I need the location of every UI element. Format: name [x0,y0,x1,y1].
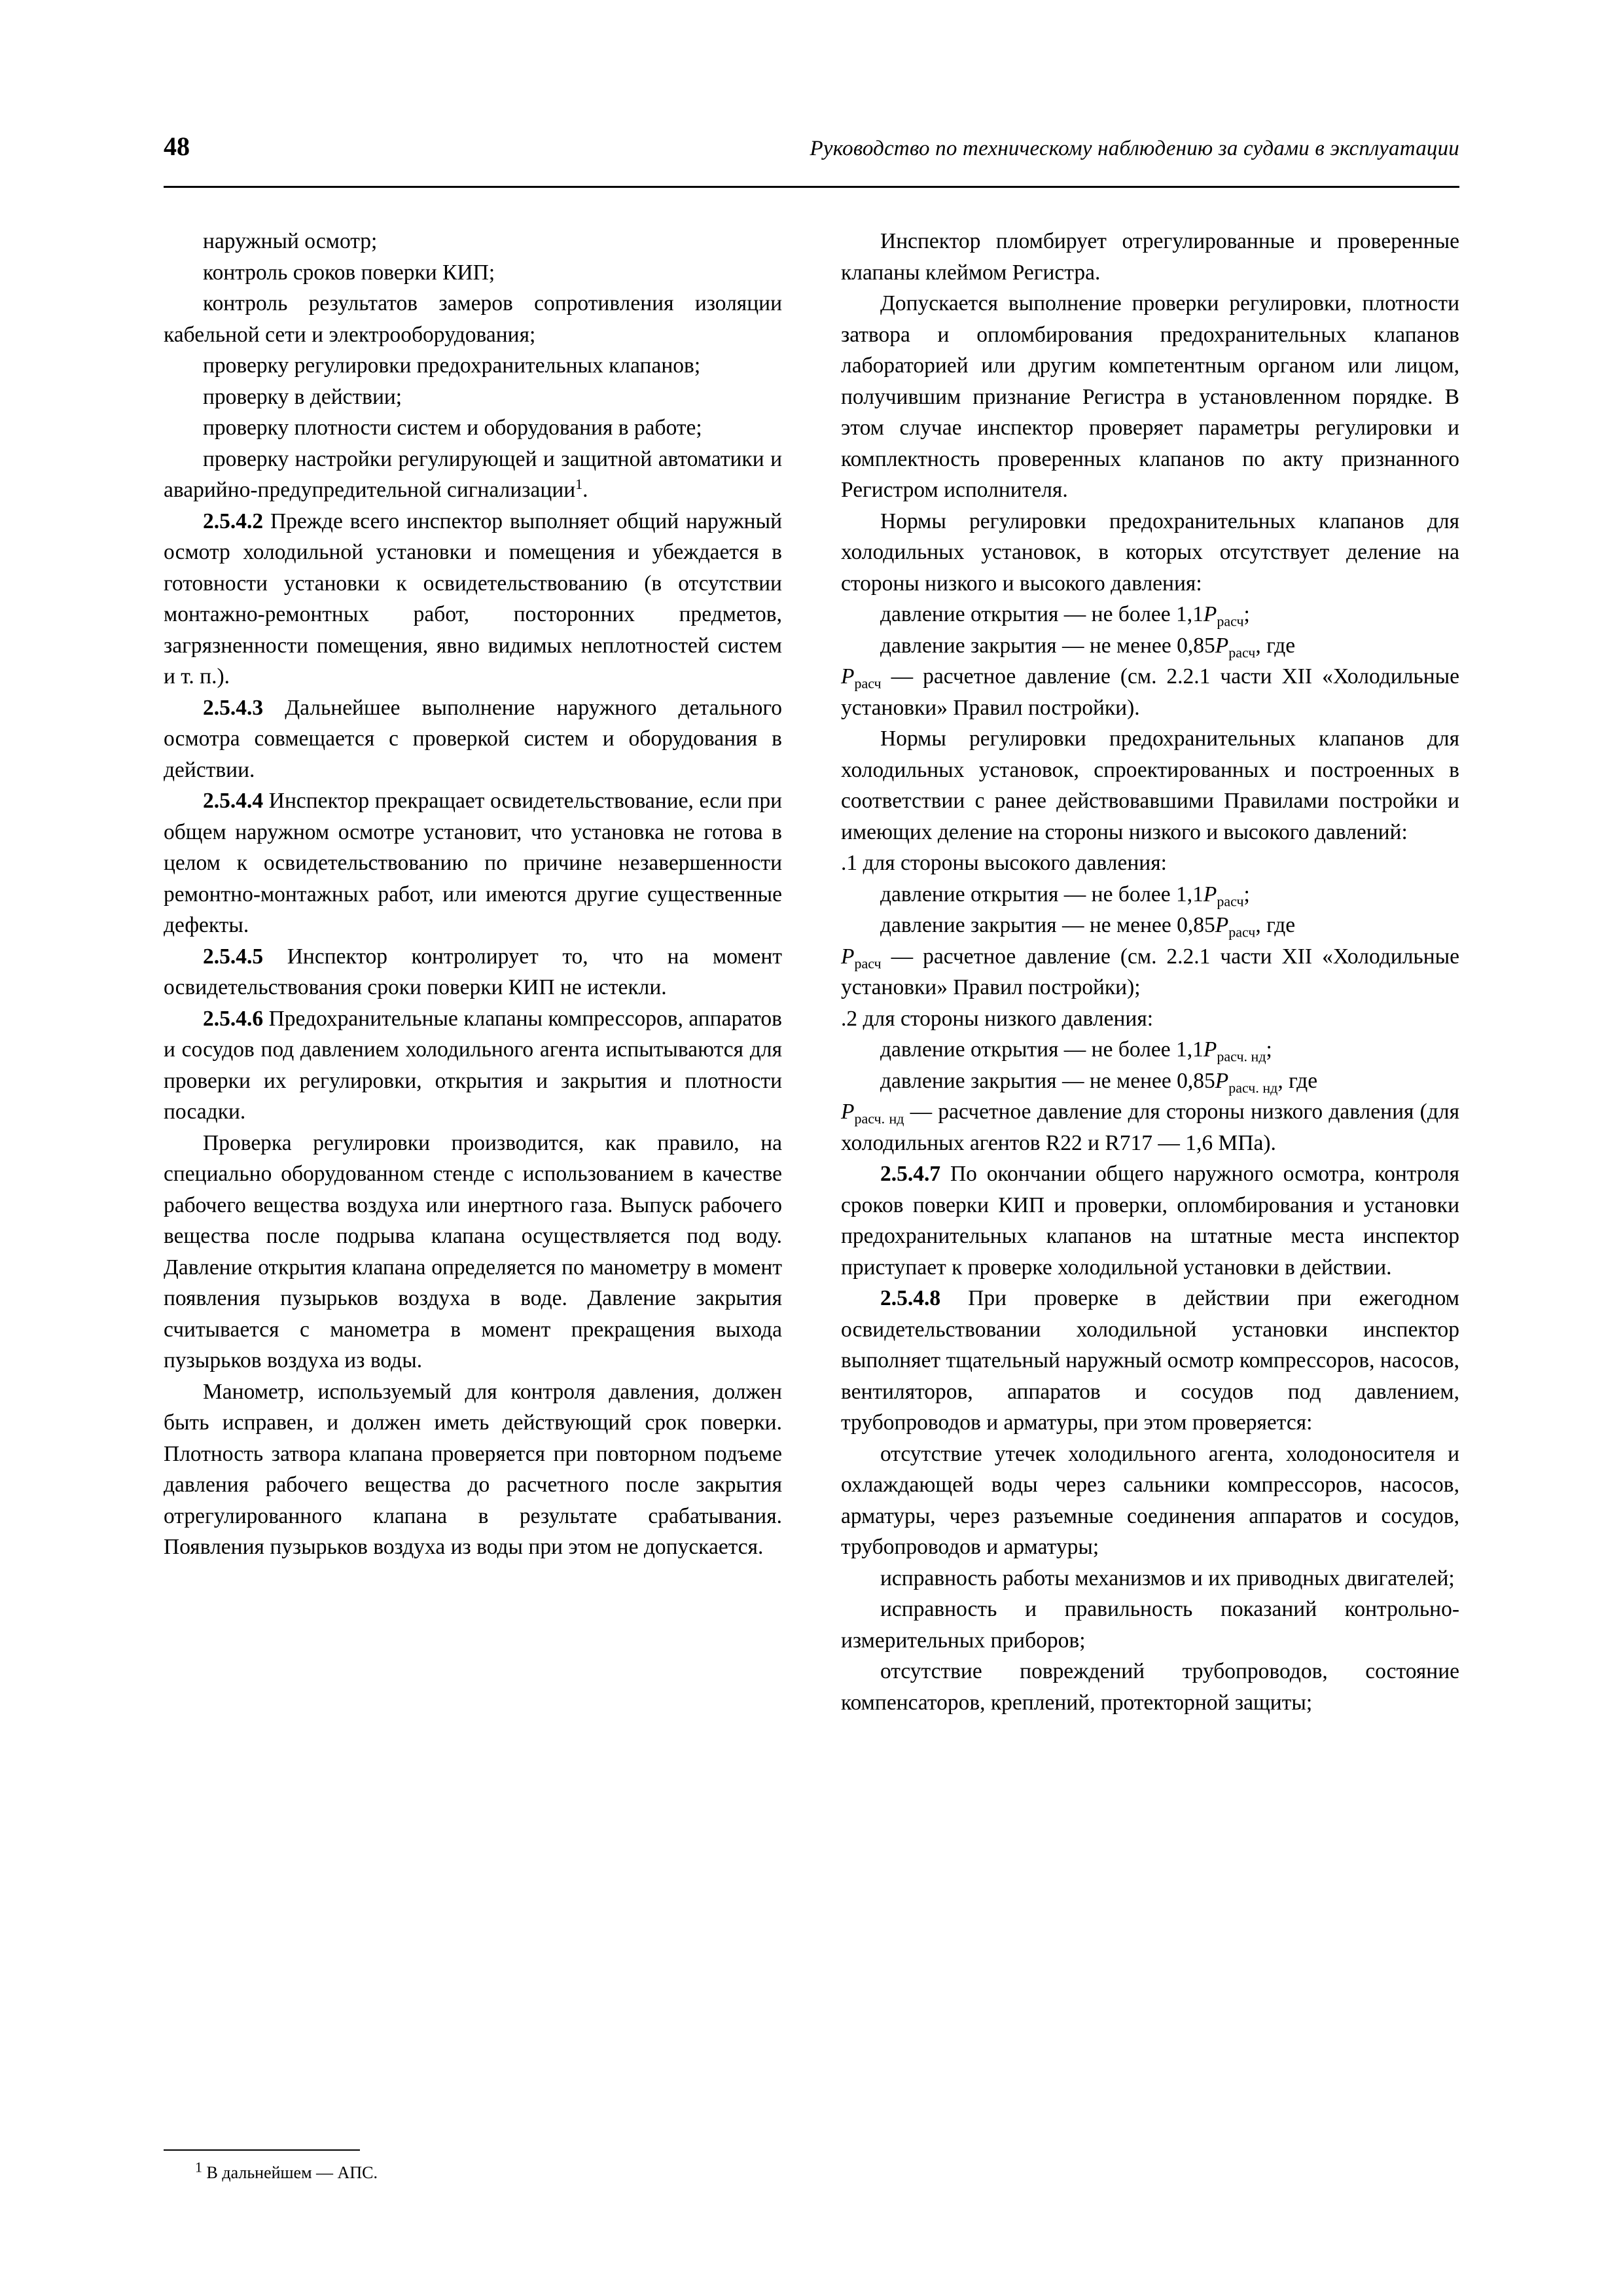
list-item: исправность и правильность показаний контрольно-измерительных приборов; [841,1597,1459,1653]
footnote-area [164,2149,782,2185]
clause-number: 2.5.4.6 [203,1006,264,1031]
clause-paragraph [164,506,782,692]
definition-text: — расчетное давление (см. 2.2.1 части XII «Холодильные установки» Правил постройки). [841,664,1459,720]
clause-paragraph [164,785,782,941]
list-item-tail: . [582,478,588,502]
list-item: контроль результатов замеров сопротивления изоляции кабельной сети и электрооборудования; [164,291,782,347]
list-item: отсутствие утечек холодильного агента, холодоносителя и охлаждающей воды через сальники компрессоров, насосов, арматуры, через разъемные соединения аппаратов и сосудов, трубопроводов и арматуры; [841,1441,1459,1559]
formula-text-after: , где [1277,1068,1318,1093]
formula-line [841,879,1459,910]
clause-number: 2.5.4.2 [203,509,264,533]
formula-symbol: P [1203,882,1217,906]
formula-line [841,1066,1459,1097]
clause-text: Дальнейшее выполнение наружного детального осмотра совмещается с проверкой систем и оборудования в действии. [164,695,783,782]
formula-text-after: ; [1266,1037,1272,1062]
formula-text-before: давление закрытия — не менее 0,85 [880,913,1215,937]
formula-text-after: ; [1243,882,1250,906]
formula-subscript: расч. нд [854,1110,904,1127]
clause-text: Инспектор прекращает освидетельствование, если при общем наружном осмотре установит, что установка не готова в целом к освидетельствованию по причине незавершенности ремонтно-монтажных работ, или имеются другие существенные дефекты. [164,789,783,937]
body-paragraph: Допускается выполнение проверки регулировки, плотности затвора и опломбирования предохранительных клапанов лабораторией или другим компетентным органом или лицом, получившим признание Регистра в установленном порядке. В этом случае инспектор проверяет параметры регулировки и комплектность проверенных клапанов по акту признанного Регистром исполнителя. [841,291,1459,502]
clause-paragraph [164,692,782,786]
clause-number: 2.5.4.8 [880,1286,941,1310]
formula-text-after: , где [1255,913,1296,937]
formula-subscript: расч [1228,924,1256,941]
formula-text-after: , где [1255,633,1296,658]
right-column [841,226,1459,2185]
definition-line [841,1096,1459,1158]
formula-symbol: P [841,664,855,689]
clause-number: 2.5.4.5 [203,944,264,969]
formula-symbol: P [1203,602,1217,626]
clause-paragraph [164,1003,782,1128]
clause-text: По окончании общего наружного осмотра, контроля сроков поверки КИП и проверки, опломбирования и установки предохранительных клапанов на штатные места инспектор приступает к проверке холодильной установки в действии. [841,1162,1459,1280]
formula-symbol: P [1215,633,1229,658]
formula-subscript: расч [1217,893,1244,910]
footnote-text: В дальнейшем — АПС. [206,2163,378,2182]
list-item: контроль сроков поверки КИП; [203,260,495,285]
clause-number: 2.5.4.3 [203,695,264,720]
definition-line [841,941,1459,1003]
footnote-marker: 1 [575,475,583,492]
list-item: исправность работы механизмов и их приводных двигателей; [880,1566,1455,1590]
formula-subscript: расч. нд [1228,1079,1278,1096]
clause-text: Прежде всего инспектор выполняет общий наружный осмотр холодильной установки и помещения и убеждается в готовности установки к освидетельствованию (в отсутствии монтажно-ремонтных работ, посторонних предметов, загрязненности помещения, явно видимых неплотностей систем и т. п.). [164,509,783,689]
left-column [164,226,782,2185]
formula-subscript: расч [854,955,882,972]
clause-text: Инспектор контролирует то, что на момент освидетельствования сроки поверки КИП не истекли. [164,944,782,999]
formula-subscript: расч [1217,613,1244,630]
list-item: проверку в действии; [203,384,402,409]
sub-item-label: .1 для стороны высокого давления: [841,851,1167,875]
clause-paragraph [841,1283,1459,1439]
definition-line [841,661,1459,723]
list-item: наружный осмотр; [203,229,378,253]
formula-line [841,599,1459,630]
formula-text-before: давление открытия — не более 1,1 [880,1037,1204,1062]
formula-subscript: расч [854,675,882,692]
formula-symbol: P [841,1100,855,1124]
two-column-body [164,226,1459,2185]
body-paragraph: Нормы регулировки предохранительных клапанов для холодильных установок, спроектированных и построенных в соответствии с ранее действовавшими Правилами постройки и имеющих деление на стороны низкого и высокого давлений: [841,726,1459,844]
formula-line [841,910,1459,941]
formula-symbol: P [841,944,855,969]
formula-line [841,1034,1459,1066]
clause-paragraph [841,1158,1459,1283]
formula-symbol: P [1215,1068,1229,1093]
sub-item-label: .2 для стороны низкого давления: [841,1006,1154,1031]
running-title: Руководство по техническому наблюдению за судами в эксплуатации [810,137,1459,160]
body-paragraph: Манометр, используемый для контроля давления, должен быть исправен, и должен иметь действующий срок поверки. Плотность затвора клапана проверяется при повторном подъеме давления рабочего вещества до расчетного после закрытия отрегулированного клапана в результате срабатывания. Появления пузырьков воздуха из воды при этом не допускается. [164,1379,782,1559]
list-item-with-footnote [164,444,782,506]
clause-number: 2.5.4.7 [880,1162,941,1186]
formula-subscript: расч. нд [1217,1048,1266,1065]
formula-line [841,630,1459,662]
formula-text-before: давление открытия — не более 1,1 [880,882,1204,906]
clause-text: Предохранительные клапаны компрессоров, аппаратов и сосудов под давлением холодильного агента испытываются для проверки их регулировки, открытия и закрытия и плотности посадки. [164,1006,782,1124]
definition-text: — расчетное давление для стороны низкого давления (для холодильных агентов R22 и R717 — 1,6 МПа). [841,1100,1460,1155]
formula-text-before: давление закрытия — не менее 0,85 [880,1068,1215,1093]
footnote-divider [164,2149,360,2151]
formula-text-before: давление открытия — не более 1,1 [880,602,1204,626]
page-number: 48 [164,132,190,161]
clause-text: При проверке в действии при ежегодном освидетельствовании холодильной установки инспектор выполняет тщательный наружный осмотр компрессоров, насосов, вентиляторов, аппаратов и сосудов под давлением, трубопроводов и арматуры, при этом проверяется: [841,1286,1459,1435]
list-item: проверку регулировки предохранительных клапанов; [203,353,701,378]
list-item: отсутствие повреждений трубопроводов, состояние компенсаторов, креплений, протекторной защиты; [841,1659,1459,1715]
body-paragraph: Инспектор пломбирует отрегулированные и проверенные клапаны клеймом Регистра. [841,229,1459,285]
body-paragraph: Проверка регулировки производится, как правило, на специально оборудованном стенде с использованием в качестве рабочего вещества воздуха или инертного газа. Выпуск рабочего вещества после подрыва клапана осуществляется под воду. Давление открытия клапана определяется по манометру в момент появления пузырьков воздуха в воде. Давление закрытия считывается с манометра в момент прекращения выхода пузырьков воздуха из воды. [164,1130,782,1372]
list-item-text: проверку настройки регулирующей и защитной автоматики и аварийно-предупредительной сигнализации [164,446,782,502]
formula-symbol: P [1203,1037,1217,1062]
formula-subscript: расч [1228,644,1256,661]
definition-text: — расчетное давление (см. 2.2.1 части XII «Холодильные установки» Правил постройки); [841,944,1459,999]
formula-symbol: P [1215,913,1229,937]
clause-paragraph [164,941,782,1003]
formula-text-before: давление закрытия — не менее 0,85 [880,633,1215,658]
page-header [164,131,1459,188]
body-paragraph: Нормы регулировки предохранительных клапанов для холодильных установок, в которых отсутствует деление на стороны низкого и высокого давления: [841,509,1459,596]
formula-text-after: ; [1243,602,1250,626]
footnote [164,2161,782,2185]
footnote-marker: 1 [195,2159,202,2176]
clause-number: 2.5.4.4 [203,789,264,813]
list-item: проверку плотности систем и оборудования в работе; [203,416,702,440]
